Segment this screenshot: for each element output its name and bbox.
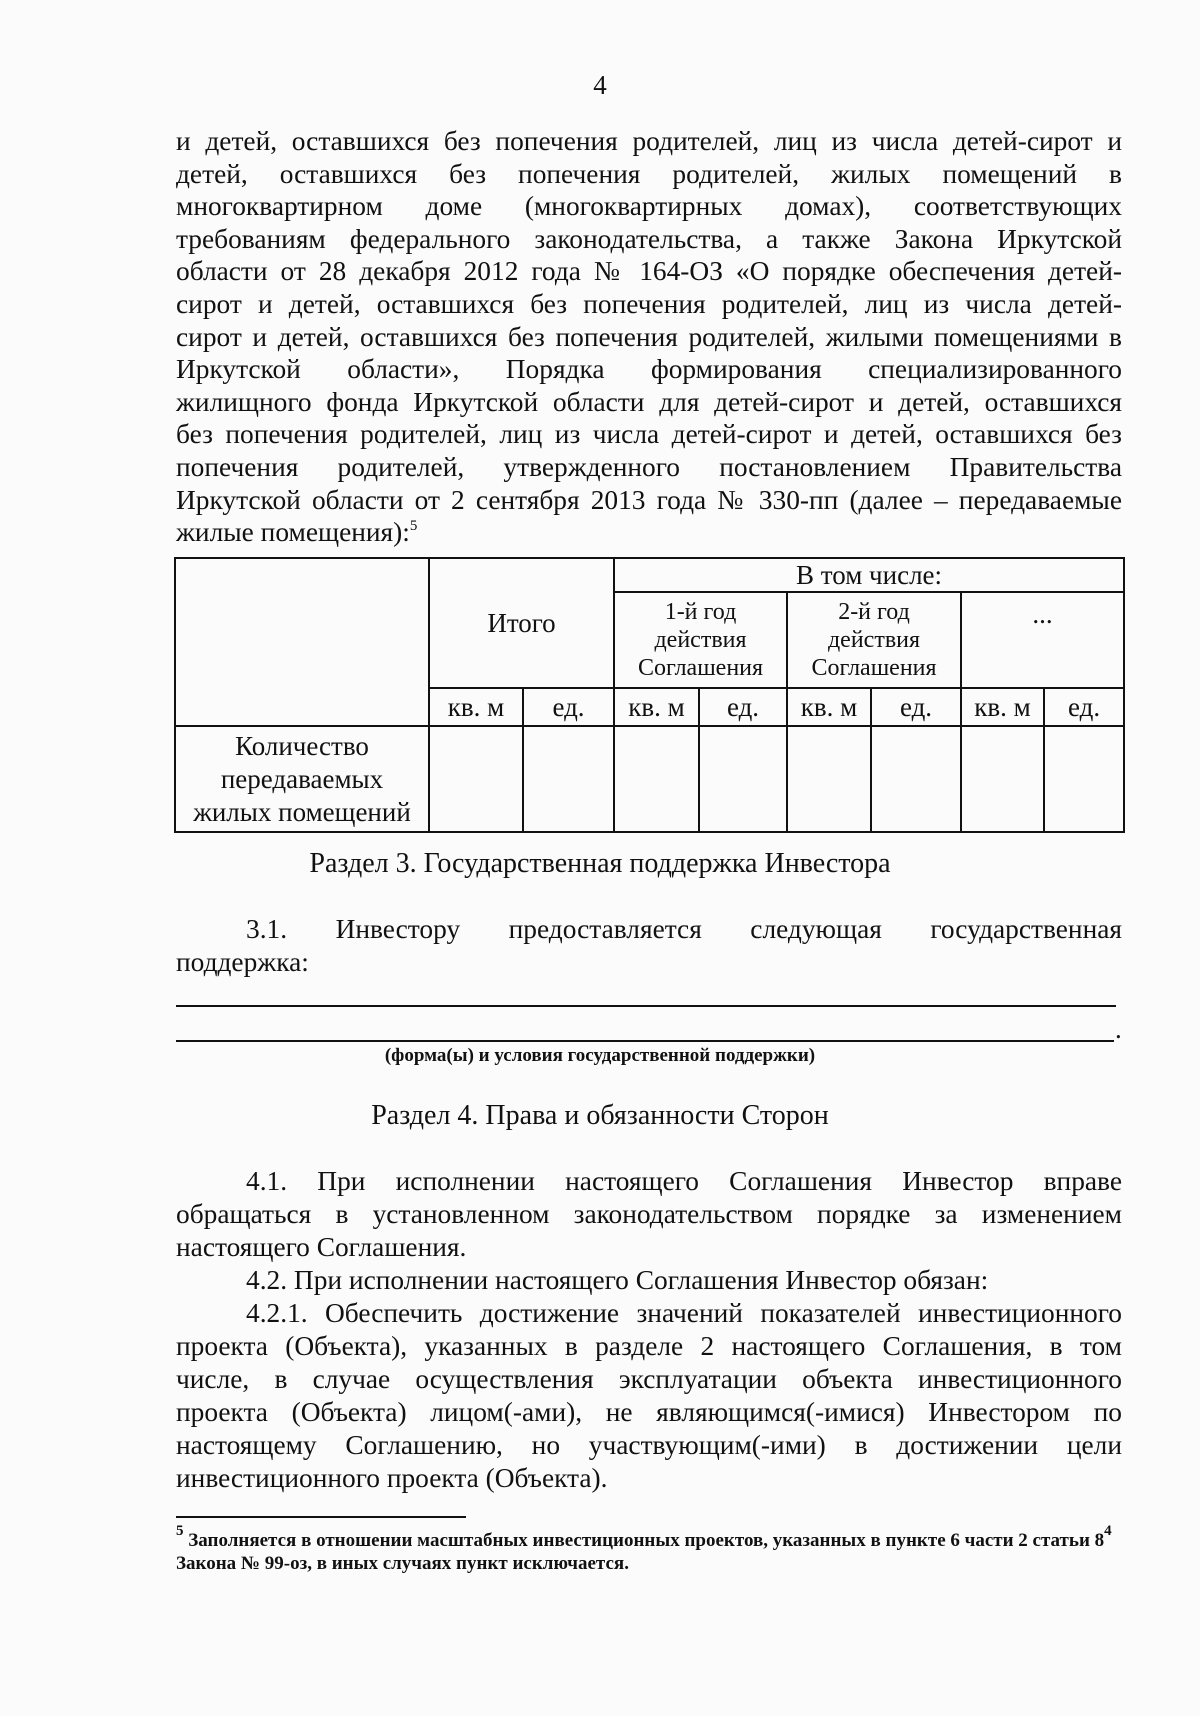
- p31-line: 3.1. Инвестору предоставляется следующая государственная: [246, 914, 1122, 944]
- unit-sqm: кв. м: [614, 688, 699, 726]
- intro-line: детей, оставшихся без попечения родителей, жилых помещений в: [176, 158, 1122, 189]
- intro-line: области от 28 декабря 2012 года № 164-ОЗ «О порядке обеспечения детей-: [176, 256, 1122, 287]
- fill-line: [176, 1005, 1116, 1007]
- p42-line: 4.2. При исполнении настоящего Соглашения Инвестор обязан:: [246, 1265, 989, 1295]
- intro-line: жилищного фонда Иркутской области для детей-сирот и детей, оставшихся: [176, 386, 1122, 417]
- fill-line: [176, 1040, 1114, 1042]
- p41-line: настоящего Соглашения.: [176, 1232, 467, 1262]
- row-label-line: Количество: [235, 730, 369, 761]
- intro-line: Иркутской области», Порядка формирования специализированного: [176, 354, 1122, 385]
- footnote-separator: [176, 1516, 466, 1518]
- unit-units: ед.: [1044, 688, 1124, 726]
- unit-units: ед.: [871, 688, 961, 726]
- including-header: В том числе:: [614, 558, 1124, 592]
- footnote-line: Закона № 99-оз, в иных случаях пункт исключается.: [176, 1553, 629, 1574]
- unit-sqm: кв. м: [961, 688, 1044, 726]
- row-label: [175, 726, 429, 832]
- data-cell[interactable]: [787, 726, 871, 832]
- intro-line: многоквартирном доме (многоквартирных домах), соответствующих: [176, 191, 1122, 222]
- footnote: [176, 1523, 1122, 1575]
- page-number: 4: [593, 70, 607, 100]
- year1-line: 1-й год: [664, 599, 737, 625]
- footnote-text: Заполняется в отношении масштабных инвестиционных проектов, указанных в пункте 6 части 2 статьи 8: [183, 1530, 1105, 1551]
- footnote-line: [176, 1523, 1122, 1552]
- intro-line: сирот и детей, оставшихся без попечения родителей, лиц из числа детей-: [176, 288, 1122, 319]
- year2-line: Соглашения: [811, 655, 937, 681]
- year1-line: действия: [654, 627, 747, 653]
- total-header: Итого: [429, 558, 614, 688]
- section4-heading: Раздел 4. Права и обязанности Сторон: [371, 1100, 829, 1131]
- ellipsis-header: ...: [961, 592, 1124, 688]
- unit-units: ед.: [523, 688, 614, 726]
- year2-line: действия: [827, 627, 921, 653]
- footnote-ref: 5: [409, 518, 418, 535]
- p421-line: 4.2.1. Обеспечить достижение значений показателей инвестиционного: [246, 1298, 1122, 1328]
- intro-line: сирот и детей, оставшихся без попечения родителей, жилыми помещениями в: [176, 321, 1122, 352]
- unit-units: ед.: [699, 688, 787, 726]
- data-cell[interactable]: [699, 726, 787, 832]
- p421-line: настоящему Соглашению, но участвующим(-ими) в достижении цели: [176, 1430, 1122, 1460]
- p41-line: обращаться в установленном законодательством порядке за изменением: [176, 1199, 1122, 1229]
- p421-line: проекта (Объекта), указанных в разделе 2 настоящего Соглашения, в том: [176, 1331, 1122, 1361]
- year2-line: 2-й год: [838, 599, 910, 625]
- p421-line: инвестиционного проекта (Объекта).: [176, 1463, 608, 1493]
- section4-p41: [176, 1165, 1122, 1264]
- data-cell[interactable]: [429, 726, 523, 832]
- p421-line: проекта (Объекта) лицом(-ами), не являющимся(-имися) Инвестором по: [176, 1397, 1122, 1427]
- intro-line: попечения родителей, утвержденного постановлением Правительства: [176, 451, 1122, 482]
- section3-paragraph: [176, 913, 1122, 979]
- table-corner-cell: [175, 558, 429, 726]
- year2-header: [787, 592, 961, 688]
- data-cell[interactable]: [614, 726, 699, 832]
- row-label-line: жилых помещений: [193, 796, 411, 827]
- intro-line: требованиям федерального законодательства, а также Закона Иркутской: [176, 223, 1122, 254]
- footnote-mark: 5: [176, 1523, 184, 1539]
- support-caption: (форма(ы) и условия государственной поддержки): [384, 1045, 816, 1066]
- intro-line: без попечения родителей, лиц из числа детей-сирот и детей, оставшихся без: [176, 419, 1122, 450]
- section4-p421: [176, 1297, 1122, 1495]
- p421-line: числе, в случае осуществления эксплуатации объекта инвестиционного: [176, 1364, 1122, 1394]
- year1-line: Соглашения: [637, 655, 764, 681]
- row-label-line: передаваемых: [220, 763, 384, 794]
- section4-p42: [176, 1264, 1122, 1297]
- intro-paragraph: [176, 125, 1122, 549]
- footnote-sup: 4: [1104, 1523, 1112, 1539]
- p31-line: поддержка:: [176, 947, 309, 977]
- data-cell[interactable]: [871, 726, 961, 832]
- housing-table: [174, 557, 1125, 833]
- unit-sqm: кв. м: [787, 688, 871, 726]
- p41-line: 4.1. При исполнении настоящего Соглашения Инвестор вправе: [246, 1166, 1122, 1196]
- unit-sqm: кв. м: [429, 688, 523, 726]
- year1-header: [614, 592, 787, 688]
- intro-last-text: жилые помещения):: [176, 517, 410, 548]
- data-cell[interactable]: [523, 726, 614, 832]
- data-cell[interactable]: [1044, 726, 1124, 832]
- intro-line: Иркутской области от 2 сентября 2013 года № 330-пп (далее – передаваемые: [176, 484, 1122, 515]
- intro-line: и детей, оставшихся без попечения родителей, лиц из числа детей-сирот и: [176, 126, 1122, 156]
- fill-line-end: .: [1115, 1014, 1122, 1044]
- intro-line-last: [176, 516, 1122, 549]
- section3-heading: Раздел 3. Государственная поддержка Инвестора: [309, 848, 891, 879]
- data-cell[interactable]: [961, 726, 1044, 832]
